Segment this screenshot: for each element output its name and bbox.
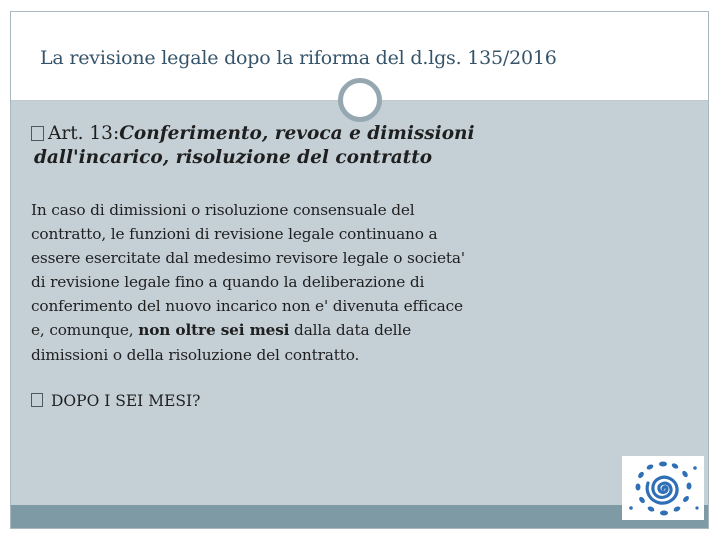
body-line-4: di revisione legale fino a quando la deliberazione di [31, 273, 425, 292]
body-line-6 [31, 318, 561, 342]
body-line-6-pre: e, comunque, [31, 321, 139, 340]
body-line-7: dimissioni o della risoluzione del contratto. [31, 345, 360, 364]
footer-band [11, 505, 708, 528]
box-bullet-icon [31, 126, 44, 141]
body-line-2: contratto, le funzioni di revisione legale continuano a [31, 225, 438, 244]
heading-line-1 [31, 122, 671, 146]
body-line-6-post: dalla data delle [289, 321, 412, 340]
body-line-3: essere esercitate dal medesimo revisore legale o societa' [31, 249, 465, 268]
question-text: DOPO I SEI MESI? [51, 392, 201, 410]
circle-ring-ornament-icon [338, 78, 382, 122]
box-bullet-icon [31, 393, 43, 407]
article-number: Art. 13: [48, 123, 120, 144]
body-paragraph [31, 198, 561, 367]
article-title-line-2: dall'incarico, risoluzione del contratto [34, 147, 433, 168]
article-title-line-1: Conferimento, revoca e dimissioni [119, 123, 475, 144]
question-bullet [31, 392, 431, 410]
slide-title: La revisione legale dopo la riforma del d.lgs. 135/2016 [40, 47, 557, 69]
spiral-sun-logo-icon [622, 456, 704, 520]
emphasis-six-months: non oltre sei mesi [138, 321, 290, 340]
body-line-1: In caso di dimissioni o risoluzione consensuale del [31, 201, 415, 219]
article-heading [31, 122, 671, 170]
heading-line-2 [31, 146, 671, 170]
body-line-5: conferimento del nuovo incarico non e' divenuta efficace [31, 297, 463, 316]
